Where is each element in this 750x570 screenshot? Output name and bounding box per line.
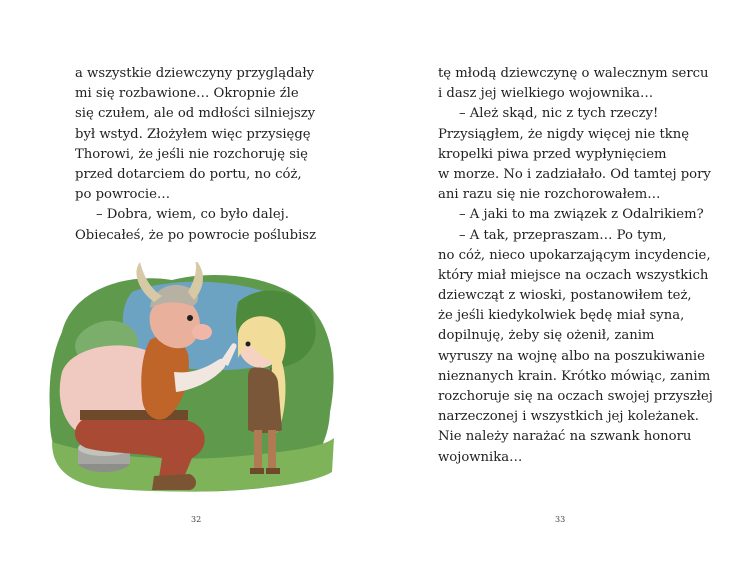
viking-and-girl-illustration xyxy=(42,262,340,492)
text-line: mi się rozbawione… Okropnie źle xyxy=(75,86,299,102)
text-line: – A jaki to ma związek z Odalrikiem? xyxy=(459,207,704,223)
text-line: wojownika… xyxy=(438,449,523,465)
text-line: dziewcząt z wioski, postanowiłem też, xyxy=(438,288,692,304)
right-page xyxy=(375,0,750,570)
text-line: w morze. No i zadziałało. Od tamtej pory xyxy=(438,166,711,182)
text-line: narzeczonej i wszystkich jej koleżanek. xyxy=(438,409,699,425)
text-line: rozchoruje się na oczach swojej przyszłej xyxy=(438,389,713,404)
text-line: Thorowi, że jeśli nie rozchoruję się xyxy=(75,146,308,162)
text-line: był wstyd. Złożyłem więc przysięgę xyxy=(75,126,311,142)
text-line: przed dotarciem do portu, no cóż, xyxy=(75,166,302,182)
text-line: Nie należy narażać na szwank honoru xyxy=(438,429,692,445)
text-line: – Dobra, wiem, co było dalej. xyxy=(96,207,289,223)
left-page-text xyxy=(75,64,316,246)
page-number: 32 xyxy=(191,515,202,524)
text-line: no cóż, nieco upokarzającym incydencie, xyxy=(438,247,711,263)
text-line: dopilnuję, żeby się ożenił, zanim xyxy=(438,328,655,344)
text-line: – A tak, przepraszam… Po tym, xyxy=(459,227,667,243)
text-line: wyruszy na wojnę albo na poszukiwanie xyxy=(438,348,705,364)
page-number: 33 xyxy=(555,515,566,524)
text-line: – Ależ skąd, nic z tych rzeczy! xyxy=(459,106,659,122)
text-line: i dasz jej wielkiego wojownika… xyxy=(438,86,654,102)
text-line: Obiecałeś, że po powrocie poślubisz xyxy=(75,227,317,243)
right-page-text xyxy=(438,64,713,468)
text-line: tę młodą dziewczynę o walecznym sercu xyxy=(438,66,709,81)
text-line: kropelki piwa przed wypłynięciem xyxy=(438,146,667,162)
text-line: nieznanych krain. Krótko mówiąc, zanim xyxy=(438,368,711,384)
text-line: Przysiągłem, że nigdy więcej nie tknę xyxy=(438,126,690,142)
text-line: który miał miejsce na oczach wszystkich xyxy=(438,267,709,283)
text-line: że jeśli kiedykolwiek będę miał syna, xyxy=(438,308,685,324)
text-line: po powrocie… xyxy=(75,187,171,203)
text-line: się czułem, ale od mdłości silniejszy xyxy=(75,106,316,122)
text-line: ani razu się nie rozchorowałem… xyxy=(438,187,661,203)
text-line: a wszystkie dziewczyny przyglądały xyxy=(75,66,315,81)
